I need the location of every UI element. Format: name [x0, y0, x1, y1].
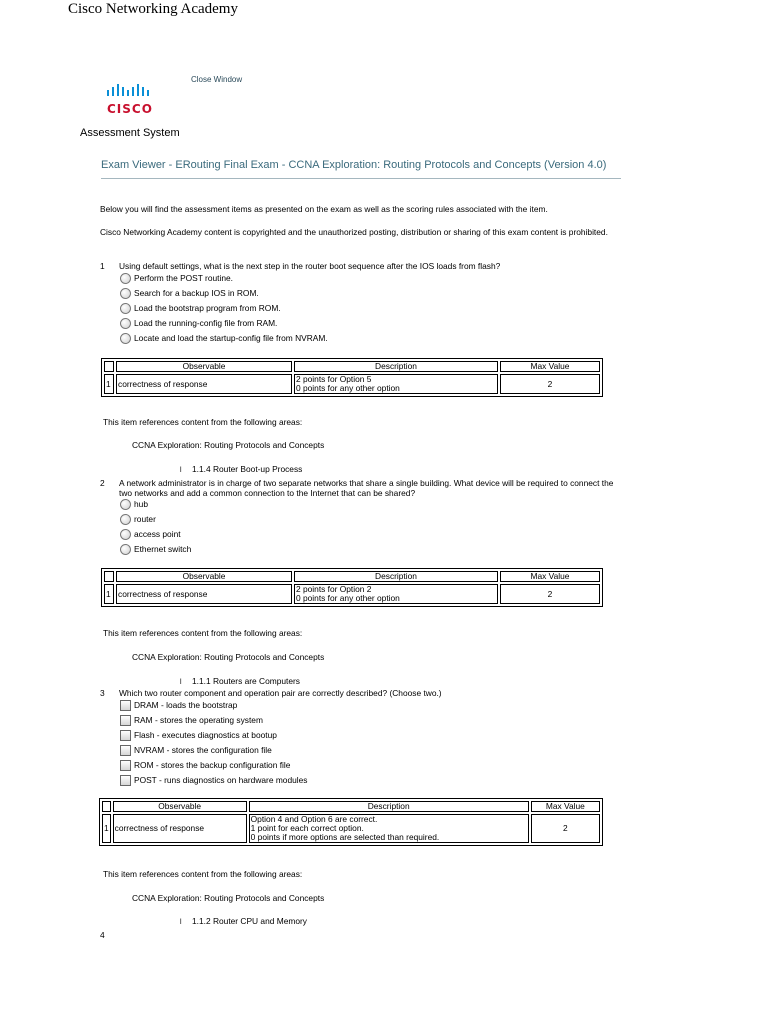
answer-option[interactable]: POST - runs diagnostics on hardware modules [120, 773, 307, 787]
reference-heading: This item references content from the following areas: [103, 628, 303, 638]
radio-button[interactable] [120, 529, 131, 540]
radio-button[interactable] [120, 288, 131, 299]
answer-option[interactable]: RAM - stores the operating system [120, 713, 263, 727]
answer-option[interactable]: hub [120, 497, 148, 511]
table-row: 1 correctness of response 2 points for Option 5 0 points for any other option 2 [104, 374, 600, 394]
radio-button[interactable] [120, 273, 131, 284]
answer-option[interactable]: ROM - stores the backup configuration file [120, 758, 290, 772]
checkbox[interactable] [120, 775, 131, 786]
reference-heading: This item references content from the following areas: [103, 869, 303, 879]
close-window-link[interactable]: Close Window [191, 75, 243, 84]
max-value-header: Max Value [531, 801, 600, 812]
description-cell: 2 points for Option 5 0 points for any other option [294, 374, 498, 394]
answer-option[interactable]: Ethernet switch [120, 542, 191, 556]
answer-option[interactable]: access point [120, 527, 181, 541]
max-value-header: Max Value [500, 571, 600, 582]
description-cell: 2 points for Option 2 0 points for any other option [294, 584, 498, 604]
checkbox[interactable] [120, 700, 131, 711]
reference-item: l 1.1.4 Router Boot-up Process [180, 464, 303, 474]
cisco-logo [106, 81, 160, 115]
observable-header: Observable [116, 361, 292, 372]
question-text: Using default settings, what is the next step in the router boot sequence after the IOS loads from flash? [119, 261, 501, 271]
reference-item: l 1.1.2 Router CPU and Memory [180, 916, 307, 926]
copyright-notice: Cisco Networking Academy content is copyrighted and the unauthorized posting, distribution or sharing of this exam content is prohibited. [100, 227, 608, 237]
observable-cell: correctness of response [116, 374, 292, 394]
answer-option[interactable]: Perform the POST routine. [120, 271, 233, 285]
observable-cell: correctness of response [113, 814, 247, 843]
scoring-table [101, 358, 603, 397]
answer-option[interactable]: Search for a backup IOS in ROM. [120, 286, 259, 300]
exam-title: Exam Viewer - ERouting Final Exam - CCNA Exploration: Routing Protocols and Concepts (Version 4.0) [101, 159, 607, 171]
page-header: Cisco Networking Academy [68, 1, 238, 17]
scoring-table [101, 568, 603, 607]
description-header: Description [249, 801, 529, 812]
reference-course: CCNA Exploration: Routing Protocols and Concepts [132, 893, 325, 903]
checkbox[interactable] [120, 760, 131, 771]
max-value-cell: 2 [500, 374, 600, 394]
answer-option[interactable]: Load the running-config file from RAM. [120, 316, 277, 330]
question-number: 2 [100, 478, 105, 488]
table-header-row [102, 801, 600, 812]
description-header: Description [294, 361, 498, 372]
description-cell: Option 4 and Option 6 are correct. 1 point for each correct option. 0 points if more options are selected than required. [249, 814, 529, 843]
question-text: Which two router component and operation pair are correctly described? (Choose two.) [119, 688, 442, 698]
max-value-cell: 2 [531, 814, 600, 843]
observable-cell: correctness of response [116, 584, 292, 604]
table-header-row [104, 361, 600, 372]
radio-button[interactable] [120, 303, 131, 314]
max-value-cell: 2 [500, 584, 600, 604]
answer-option[interactable]: Load the bootstrap program from ROM. [120, 301, 281, 315]
scoring-table [99, 798, 603, 846]
reference-item: l 1.1.1 Routers are Computers [180, 676, 300, 686]
observable-header: Observable [116, 571, 292, 582]
intro-paragraph: Below you will find the assessment items as presented on the exam as well as the scoring rules associated with the item. [100, 204, 548, 214]
checkbox[interactable] [120, 715, 131, 726]
answer-option[interactable]: router [120, 512, 156, 526]
assessment-system-title: Assessment System [80, 127, 180, 139]
radio-button[interactable] [120, 544, 131, 555]
answer-option[interactable]: DRAM - loads the bootstrap [120, 698, 237, 712]
radio-button[interactable] [120, 318, 131, 329]
radio-button[interactable] [120, 514, 131, 525]
question-number: 1 [100, 261, 105, 271]
answer-option[interactable]: NVRAM - stores the configuration file [120, 743, 272, 757]
reference-course: CCNA Exploration: Routing Protocols and Concepts [132, 652, 325, 662]
description-header: Description [294, 571, 498, 582]
cisco-bridge-bars-icon [106, 81, 160, 97]
title-divider [101, 178, 621, 179]
answer-option[interactable]: Flash - executes diagnostics at bootup [120, 728, 277, 742]
table-row: 1 correctness of response 2 points for Option 2 0 points for any other option 2 [104, 584, 600, 604]
answer-option[interactable]: Locate and load the startup-config file from NVRAM. [120, 331, 328, 345]
table-row: 1 correctness of response Option 4 and Option 6 are correct. 1 point for each correct option. 0 points if more options are selected than required. 2 [102, 814, 600, 843]
question-number: 3 [100, 688, 105, 698]
checkbox[interactable] [120, 730, 131, 741]
radio-button[interactable] [120, 333, 131, 344]
reference-course: CCNA Exploration: Routing Protocols and Concepts [132, 440, 325, 450]
question-number: 4 [100, 930, 105, 940]
max-value-header: Max Value [500, 361, 600, 372]
checkbox[interactable] [120, 745, 131, 756]
radio-button[interactable] [120, 499, 131, 510]
reference-heading: This item references content from the following areas: [103, 417, 303, 427]
observable-header: Observable [113, 801, 247, 812]
table-header-row [104, 571, 600, 582]
question-text: A network administrator is in charge of two separate networks that share a single building. What device will be required to connect the two networks and add a common connection to the Internet that can be shared? [119, 478, 614, 498]
cisco-wordmark: CISCO [107, 102, 153, 116]
